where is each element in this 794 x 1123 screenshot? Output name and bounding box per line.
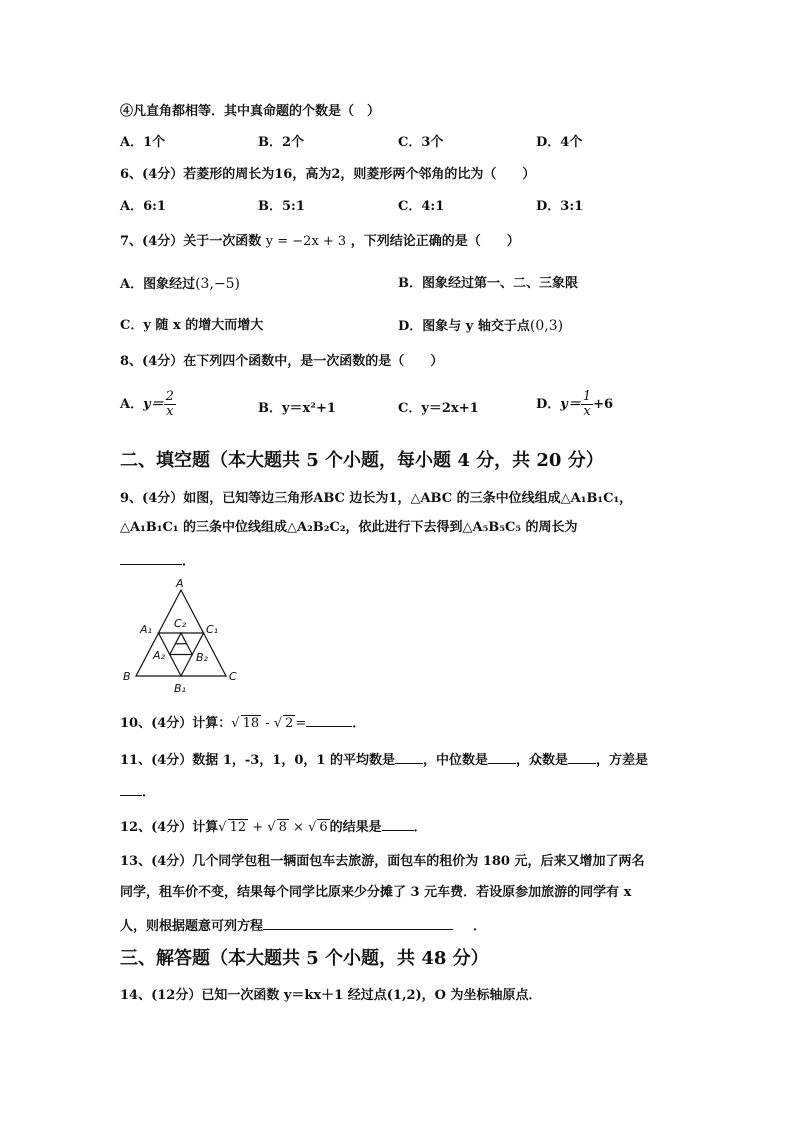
q7-option-c: C．y 随 x 的增大而增大 xyxy=(120,318,264,333)
label-b: B xyxy=(123,670,131,683)
q12-line xyxy=(120,816,427,837)
q11-mean-blank[interactable] xyxy=(395,749,423,764)
q7-stem xyxy=(120,233,520,251)
q12-answer-blank[interactable] xyxy=(382,816,414,831)
q8-option-d-lhs: y＝ xyxy=(560,397,581,412)
section2-heading: 二、填空题（本大题共 5 个小题，每小题 4 分，共 20 分） xyxy=(120,450,604,471)
q10-end-mark: ． xyxy=(352,716,366,731)
q11-median-blank[interactable] xyxy=(488,749,516,764)
q5-item4: ④凡直角都相等．其中真命题的个数是（ ） xyxy=(120,104,381,119)
q12-radicand-1: 12 xyxy=(229,820,247,835)
q13-line3 xyxy=(120,915,486,936)
q7-option-a-text: A．图象经过 xyxy=(120,277,196,292)
q8-option-a-denominator: x xyxy=(166,404,174,419)
q8-option-d-denominator: x xyxy=(583,404,591,419)
q12-plus: + xyxy=(248,820,268,835)
q8-option-a xyxy=(120,390,176,419)
q10-prefix: 10、(4分）计算： xyxy=(120,716,232,731)
label-a2: A₂ xyxy=(153,649,165,662)
q11-end-mark: ． xyxy=(142,785,156,800)
q11-variance-blank[interactable] xyxy=(120,781,142,796)
q10-line xyxy=(120,712,365,733)
q7-stem-text-a: 7、(4分）关于一次函数 xyxy=(120,234,262,249)
q6-option-c: C．4:1 xyxy=(398,199,445,214)
q7-option-a xyxy=(120,275,240,294)
q8-option-b: B．y＝x²+1 xyxy=(258,401,336,416)
q7-formula: y = −2x + 3 xyxy=(265,234,347,249)
q8-option-a-fraction xyxy=(164,390,176,419)
q7-option-a-point: (3,−5) xyxy=(195,276,241,292)
label-b2: B₂ xyxy=(196,651,208,664)
label-c1: C₁ xyxy=(206,623,219,636)
q9-answer-blank[interactable] xyxy=(120,550,182,565)
label-a1: A₁ xyxy=(140,623,152,636)
q8-stem: 8、(4分）在下列四个函数中，是一次函数的是（ ） xyxy=(120,354,444,369)
q12-times: × xyxy=(288,820,309,835)
sqrt-sign: √ xyxy=(267,820,276,835)
q6-option-b: B．5:1 xyxy=(258,199,305,214)
q13-line1: 13、(4分）几个同学包租一辆面包车去旅游，面包车的租价为 180 元，后来又增加了两名 xyxy=(120,854,645,869)
q8-option-d-tail: +6 xyxy=(593,397,614,412)
label-b1: B₁ xyxy=(174,682,186,695)
q8-option-a-lhs: y＝ xyxy=(143,397,164,412)
q12-prefix: 12、(4分）计算 xyxy=(120,820,219,835)
q6-stem: 6、(4分）若菱形的周长为16，高为2，则菱形两个邻角的比为（ ） xyxy=(120,167,536,182)
q9-end-mark: ． xyxy=(182,554,196,569)
q7-stem-text-b: ，下列结论正确的是（ ） xyxy=(350,234,520,249)
q8-option-c: C．y＝2x+1 xyxy=(398,401,479,416)
q8-option-a-label: A． xyxy=(120,397,144,412)
q6-option-a: A．6:1 xyxy=(120,199,166,214)
q11-line2 xyxy=(120,781,155,802)
q5-option-d: D．4个 xyxy=(536,135,583,150)
q7-option-d-point: (0,3) xyxy=(529,318,564,334)
q14-stem: 14、(12分）已知一次函数 y＝kx＋1 经过点(1,2)，O 为坐标轴原点． xyxy=(120,988,542,1003)
q10-answer-blank[interactable] xyxy=(306,712,352,727)
q7-option-d xyxy=(398,317,563,336)
q5-option-c: C．3个 xyxy=(398,135,444,150)
sqrt-sign: √ xyxy=(273,716,283,731)
sqrt-sign: √ xyxy=(218,820,227,835)
sqrt-sign: √ xyxy=(231,716,240,731)
section3-heading: 三、解答题（本大题共 5 个小题，共 48 分） xyxy=(120,948,489,969)
q5-option-b: B．2个 xyxy=(258,135,305,150)
label-c2: C₂ xyxy=(174,617,187,630)
q11-text-b: ，中位数是 xyxy=(422,753,488,768)
q7-option-b: B．图象经过第一、二、三象限 xyxy=(398,276,578,291)
q13-text-a: 人，则根据题意可列方程 xyxy=(120,919,264,934)
q10-radicand-2: 2 xyxy=(285,716,294,731)
q13-line2: 同学，租车价不变，结果每个同学比原来少分摊了 3 元车费．若设原参加旅游的同学有 x xyxy=(120,885,632,900)
q11-text-a: 11、(4分）数据 1，-3，1，0，1 的平均数是 xyxy=(120,753,395,768)
sqrt-sign: √ xyxy=(308,820,317,835)
q8-option-d-numerator: 1 xyxy=(582,389,592,404)
q12-end-mark: ． xyxy=(413,820,427,835)
q12-suffix: 的结果是 xyxy=(329,820,382,835)
q6-option-d: D．3:1 xyxy=(536,199,584,214)
q11-text-d: ，方差是 xyxy=(596,753,649,768)
q10-radicand-1: 18 xyxy=(242,716,260,731)
q8-option-a-numerator: 2 xyxy=(165,389,174,404)
q10-equals: = xyxy=(295,716,307,731)
q5-option-a: A．1个 xyxy=(120,135,166,150)
q9-line1: 9、(4分）如图，已知等边三角形ABC 边长为1，△ABC 的三条中位线组成△A₁B₁C₁， xyxy=(120,491,633,506)
triangle-figure xyxy=(118,576,244,696)
q11-mode-blank[interactable] xyxy=(568,749,596,764)
q11-line1 xyxy=(120,749,648,770)
q10-minus: - xyxy=(261,716,274,731)
label-c: C xyxy=(229,670,237,683)
q9-line2: △A₁B₁C₁ 的三条中位线组成△A₂B₂C₂，依此进行下去得到△A₅B₅C₅ 的周长为 xyxy=(120,520,578,535)
q7-option-d-text: D．图象与 y 轴交于点 xyxy=(398,319,530,334)
q11-text-c: ，众数是 xyxy=(515,753,568,768)
q9-line3 xyxy=(120,550,195,571)
q13-end-mark: ． xyxy=(473,919,487,934)
q12-radicand-3: 6 xyxy=(319,820,328,835)
q8-option-d xyxy=(536,390,613,419)
q13-equation-blank[interactable] xyxy=(263,915,453,930)
q8-option-d-label: D． xyxy=(536,397,561,412)
q12-radicand-2: 8 xyxy=(278,820,287,835)
q8-option-d-fraction xyxy=(581,390,593,419)
label-a: A xyxy=(176,577,184,590)
